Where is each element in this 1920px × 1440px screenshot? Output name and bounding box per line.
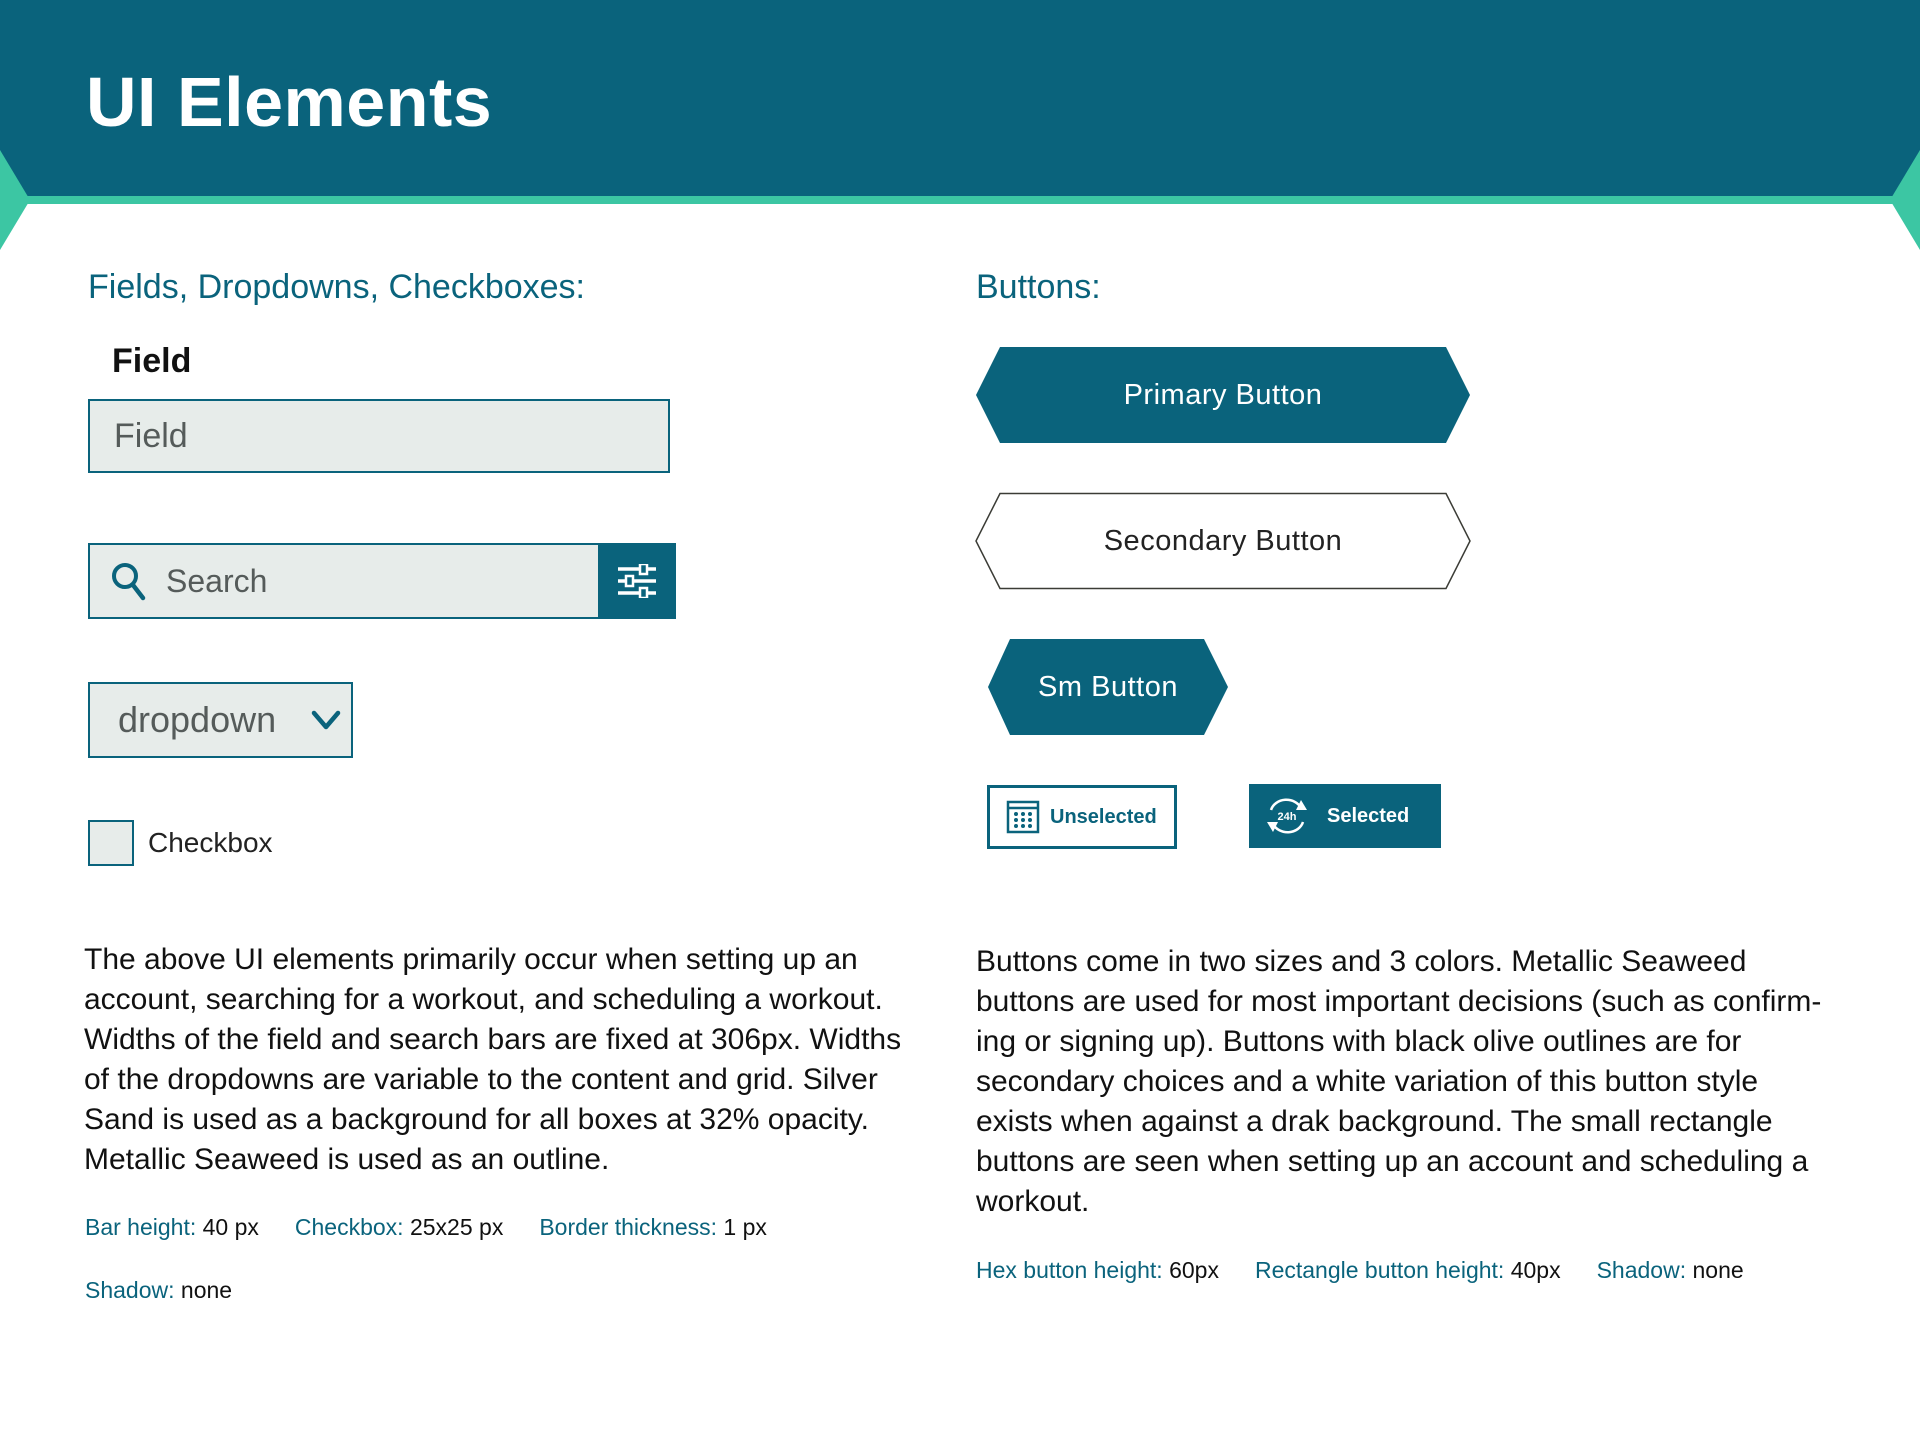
calendar-grid-icon [1006,800,1040,834]
buttons-section-title: Buttons: [976,268,1101,306]
search-icon [98,561,158,601]
selected-button[interactable] [1249,784,1441,848]
secondary-button[interactable] [974,492,1472,590]
dropdown-value: dropdown [118,699,277,740]
left-corner-accent [0,150,30,250]
checkbox-label: Checkbox [148,827,273,858]
right-corner-accent [1890,150,1920,250]
text-field[interactable] [88,399,670,473]
spec-rect-button-height: Rectangle button height: 40px [1254,1257,1561,1283]
buttons-description: Buttons come in two sizes and 3 colors. Metallic Seaweed buttons are used for most important decisions (such as confirm-ing or signing up). Buttons with black olive outlines are for secondary choices and a white variation of this button style exists when against a drak background. The small rectangle buttons are seen when setting up an account and scheduling a workout. [976,945,1822,1218]
svg-text:24h: 24h [1277,811,1297,823]
fields-specs-row1 [85,1214,767,1241]
primary-button-label: Primary Button [1123,378,1323,411]
sliders-icon [616,564,658,598]
fields-specs-row2 [85,1277,232,1304]
chevron-down-icon [311,709,341,731]
search-bar[interactable] [88,543,676,619]
unselected-button[interactable] [987,785,1177,849]
fields-description: The above UI elements primarily occur when setting up an account, searching for a workout, and scheduling a workout. Widths of the field and search bars are fixed at 306px. Widths of the dropdowns are variable to the content and grid. Silver Sand is used as a background for all boxes at 32% opacity. Metallic Seaweed is used as an outline. [84,943,902,1176]
small-button-label: Sm Button [1038,670,1178,703]
primary-button[interactable] [974,346,1472,444]
spec-border-thickness: Border thickness: 1 px [539,1214,767,1240]
secondary-button-label: Secondary Button [1103,524,1343,557]
checkbox[interactable] [88,820,134,866]
dropdown-select[interactable] [88,682,353,758]
field-placeholder: Field [114,416,188,455]
search-input[interactable]: Search [166,562,268,599]
refresh-24h-icon [1263,796,1311,836]
small-button[interactable] [986,638,1230,736]
spec-hex-button-height: Hex button height: 60px [976,1257,1219,1283]
spec-bar-height: Bar height: 40 px [85,1214,259,1240]
spec-shadow: Shadow: none [85,1277,233,1303]
header-accent-stripe [0,196,1920,204]
page-title: UI Elements [86,63,493,141]
spec-checkbox: Checkbox: 25x25 px [294,1214,504,1240]
checkbox-row[interactable] [88,820,273,866]
field-label: Field [112,342,192,380]
fields-section-title: Fields, Dropdowns, Checkboxes: [88,268,586,306]
unselected-button-label: Unselected [1050,805,1157,828]
buttons-specs-row [976,1257,1744,1284]
filter-button[interactable] [598,543,676,619]
header-banner [0,0,1920,200]
spec-button-shadow: Shadow: none [1596,1257,1744,1283]
selected-button-label: Selected [1327,804,1410,827]
